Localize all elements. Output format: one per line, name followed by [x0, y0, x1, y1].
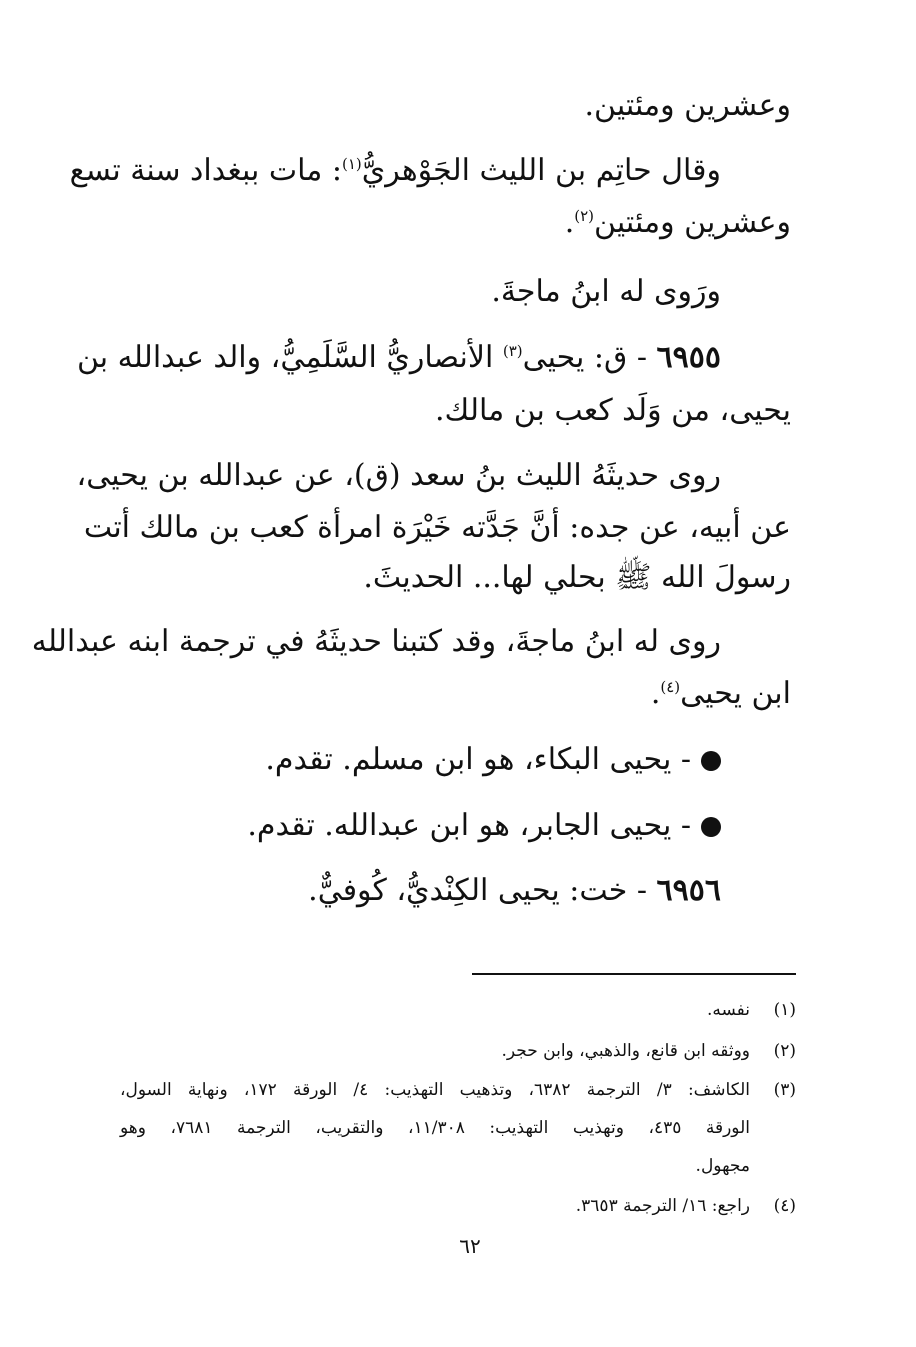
text: - يحيى الجابر، هو ابن عبدالله. تقدم.	[247, 808, 691, 843]
text-part: وقال حاتِم بن الليث الجَوْهريُّ	[361, 153, 721, 188]
text-part: - ق: يحيى	[522, 340, 647, 375]
footnote	[120, 1080, 796, 1102]
text: روى له ابنُ ماجةَ، وقد كتبنا حديثَهُ في ترجمة ابنه عبدالله	[31, 624, 721, 659]
footnote-ref[interactable]: (١)	[342, 155, 362, 173]
paragraph-line	[31, 624, 721, 660]
text: - خت: يحيى الكِنْديُّ، كُوفيٌّ.	[308, 873, 647, 908]
text-part: ابن يحيى	[680, 676, 791, 711]
footnote-text: نفسه.	[706, 1000, 750, 1020]
footnote	[120, 1000, 796, 1022]
page-number: ٦٢	[459, 1234, 481, 1258]
paragraph-line	[51, 274, 721, 310]
bullet-icon	[701, 751, 721, 771]
text: عن أبيه، عن جده: أنَّ جَدَّته خَيْرَة امرأة كعب بن مالك أتت	[83, 510, 791, 545]
footnote-separator	[472, 973, 796, 975]
text: يحيى، من وَلَد كعب بن مالك.	[435, 393, 791, 428]
footnote-text: ووثقه ابن قانع، والذهبي، وابن حجر.	[501, 1041, 750, 1061]
text: ورَوى له ابنُ ماجةَ.	[491, 274, 721, 309]
entry-heading-line	[51, 873, 721, 909]
text	[77, 340, 721, 375]
text: - يحيى البكاء، هو ابن مسلم. تقدم.	[265, 742, 691, 777]
text-part: الأنصاريُّ السَّلَمِيُّ، والد عبدالله بن	[76, 340, 494, 375]
footnote	[120, 1041, 796, 1063]
text: رسولَ الله ﷺ بحلي لها... الحديثَ.	[363, 560, 791, 595]
text: وعشرين ومئتين.	[584, 88, 791, 123]
text-part: : مات ببغداد سنة تسع	[69, 153, 342, 188]
footnote-text: الكاشف: ٣/ الترجمة ٦٣٨٢، وتذهيب التهذيب: ٤/ الورقة ١٧٢، ونهاية السول،	[120, 1080, 750, 1100]
text-part: .	[650, 676, 661, 711]
paragraph-line	[121, 205, 791, 241]
footnote-text: راجع: ١٦/ الترجمة ٣٦٥٣.	[575, 1196, 750, 1216]
text	[70, 153, 721, 188]
footnote-continuation	[120, 1118, 750, 1138]
text-part: .	[564, 205, 575, 240]
footnote-number: (٢)	[773, 1041, 796, 1061]
entry-number: ٦٩٥٦	[656, 873, 721, 908]
footnote-continuation	[120, 1156, 750, 1176]
paragraph-line	[83, 510, 791, 546]
text-part: وعشرين ومئتين	[594, 205, 791, 240]
paragraph-line	[69, 153, 721, 189]
footnote-text: الورقة ٤٣٥، وتهذيب التهذيب: ١١/٣٠٨، والتقريب، الترجمة ٧٦٨١، وهو	[120, 1118, 750, 1138]
footnote-number: (٣)	[773, 1080, 796, 1100]
paragraph-line	[121, 560, 791, 596]
footnote-number: (٤)	[773, 1196, 796, 1216]
text: روى حديثَهُ الليث بنُ سعد (ق)، عن عبدالله بن يحيى،	[76, 458, 721, 493]
footnote-ref[interactable]: (٢)	[574, 207, 595, 225]
footnote-ref[interactable]: (٤)	[660, 678, 681, 696]
footnote-text: مجهول.	[695, 1156, 750, 1176]
paragraph-line	[76, 458, 721, 494]
bullet-item	[51, 742, 721, 778]
entry-number: ٦٩٥٥	[656, 340, 721, 375]
bullet-item	[51, 808, 721, 844]
paragraph-line	[121, 676, 791, 712]
footnote	[120, 1196, 796, 1218]
footnote-number: (١)	[773, 1000, 796, 1020]
bullet-icon	[701, 817, 721, 837]
footnote-ref[interactable]: (٣)	[502, 342, 523, 360]
paragraph-line	[121, 88, 791, 124]
entry-heading-line	[76, 340, 721, 376]
paragraph-line	[121, 393, 791, 429]
